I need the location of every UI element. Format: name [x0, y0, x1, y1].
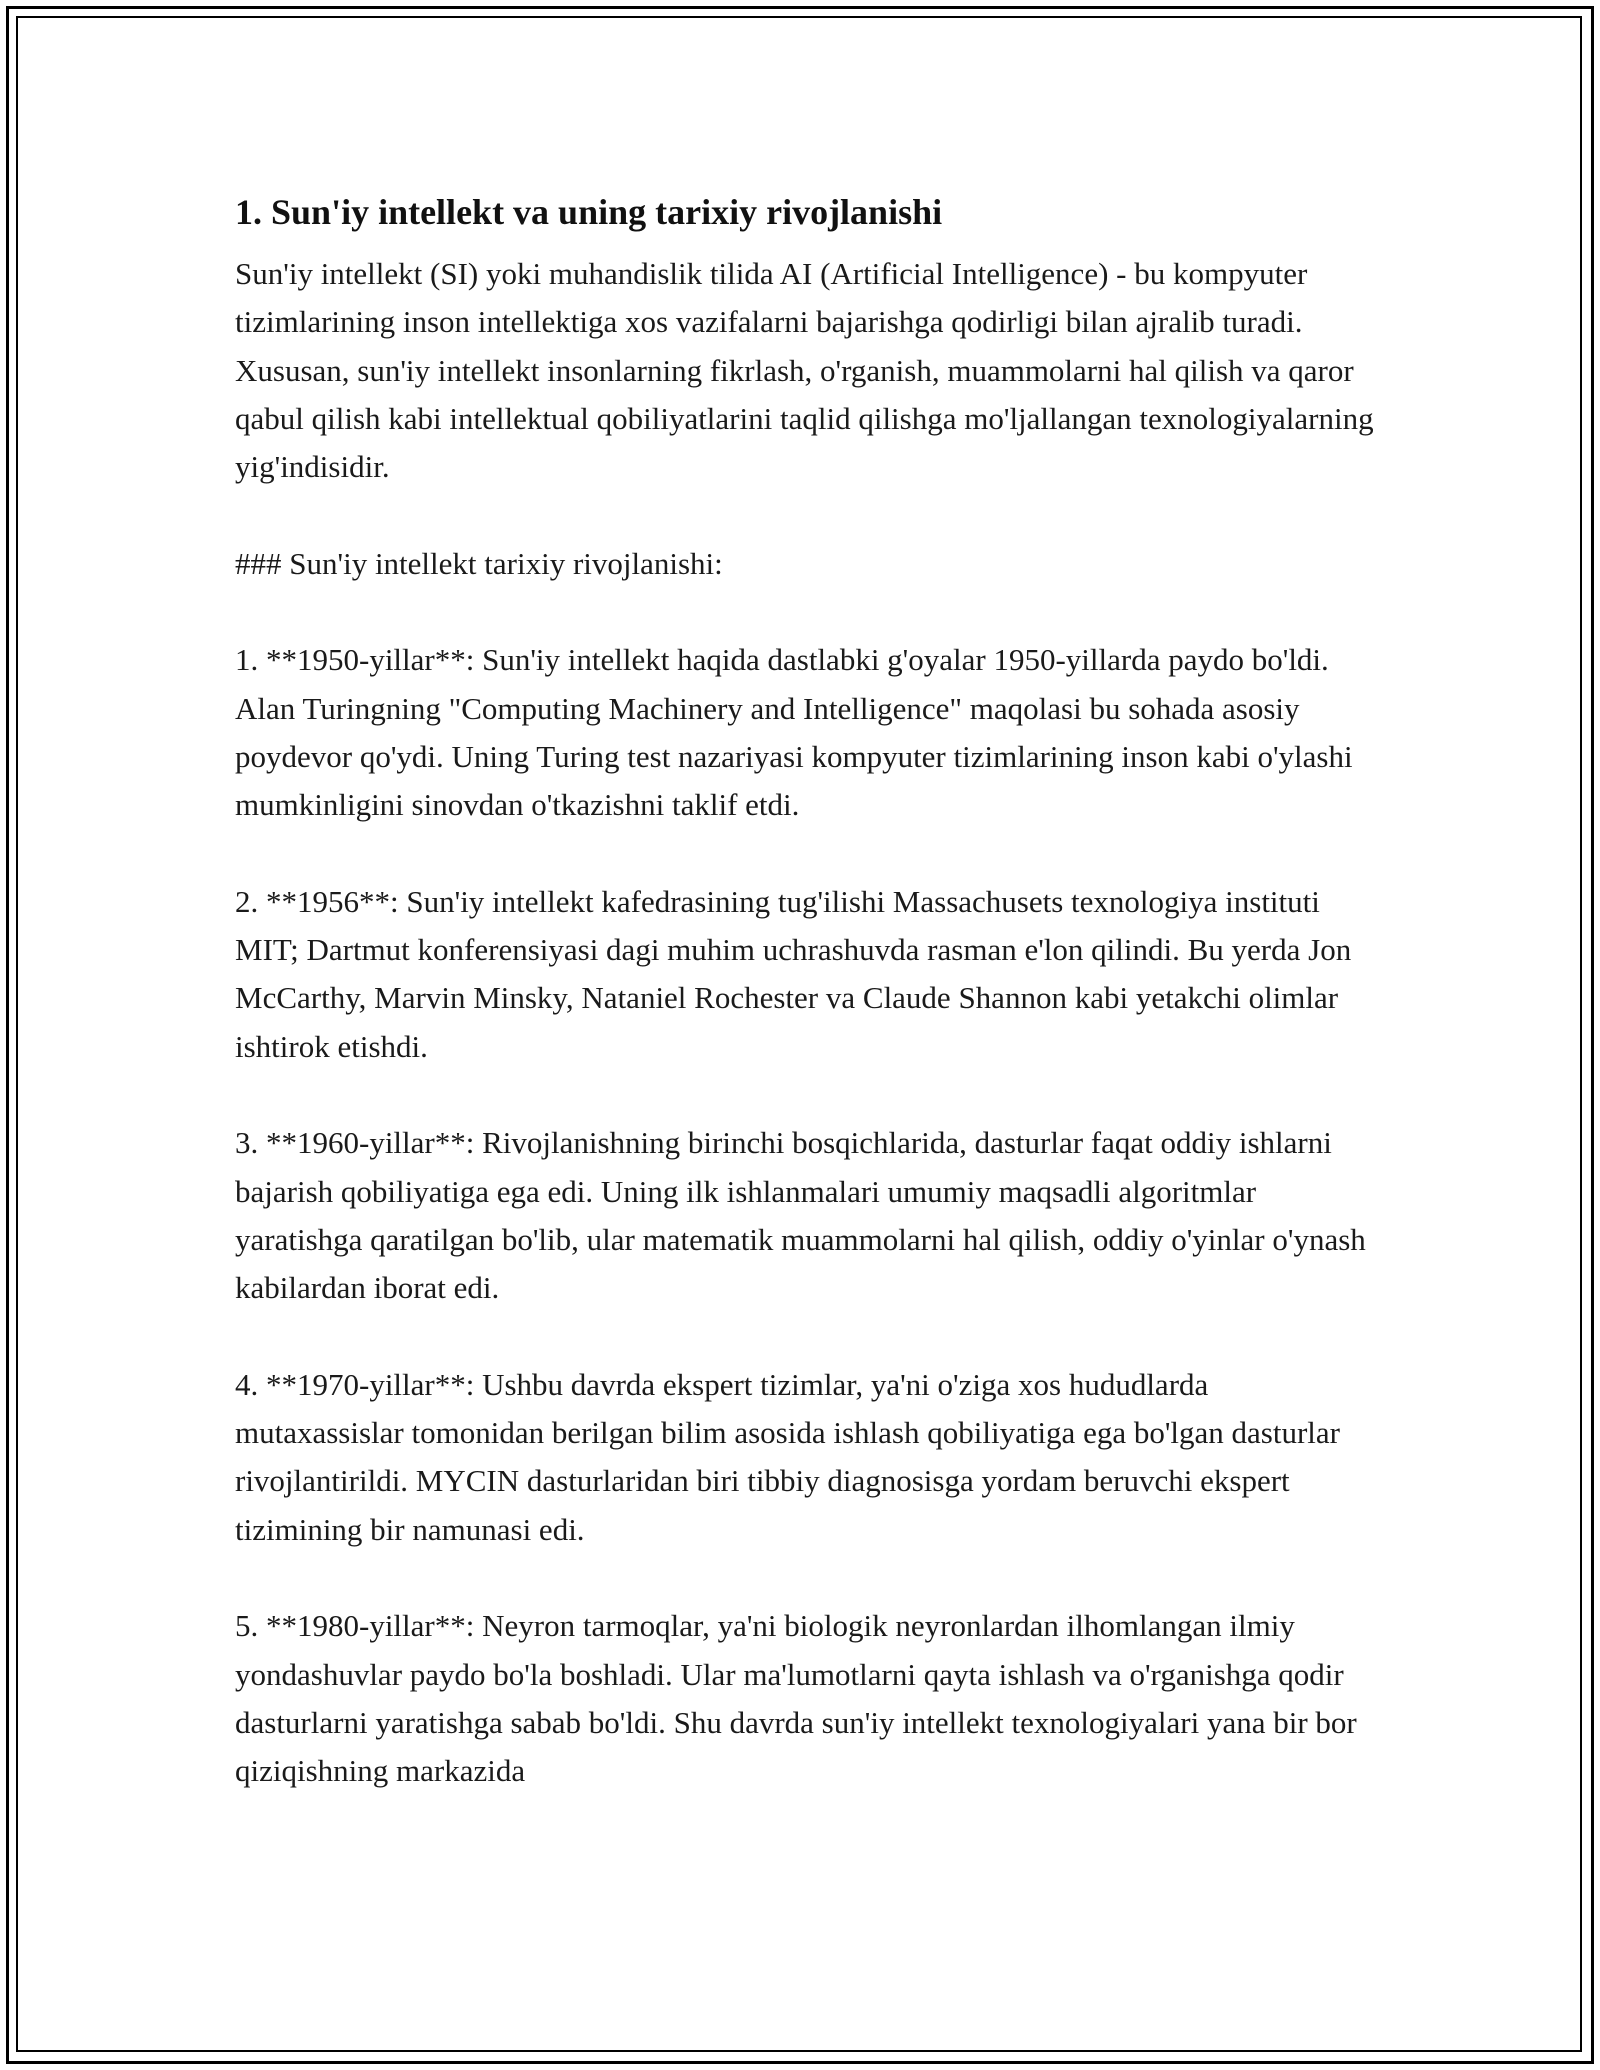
page-title: 1. Sun'iy intellekt va uning tarixiy rivojlanishi	[235, 192, 943, 232]
list-item-1980s: 5. **1980-yillar**: Neyron tarmoqlar, ya'ni biologik neyronlardan ilhomlangan ilmiy yondashuvlar paydo bo'la boshladi. Ular ma'lumotlarni qayta ishlash va o'rganishga qodir dasturlarni yaratishga sabab bo'ldi. Shu davrda sun'iy intellekt texnologiyalari yana bir bor qiziqishning markazida	[235, 1608, 1357, 1789]
section-heading-paragraph: ### Sun'iy intellekt tarixiy rivojlanishi:	[235, 545, 723, 581]
list-item-1970s: 4. **1970-yillar**: Ushbu davrda ekspert tizimlar, ya'ni o'ziga xos hududlarda mutaxassislar tomonidan berilgan bilim asosida ishlash qobiliyatiga ega bo'lgan dasturlar rivojlantirildi. MYCIN dasturlaridan biri tibbiy diagnosisga yordam beruvchi ekspert tizimining bir namunasi edi.	[235, 1366, 1340, 1547]
list-item-1956: 2. **1956**: Sun'iy intellekt kafedrasining tug'ilishi Massachusets texnologiya instituti MIT; Dartmut konferensiyasi dagi muhim uchrashuvda rasman e'lon qilindi. Bu yerda Jon McCarthy, Marvin Minsky, Nataniel Rochester va Claude Shannon kabi yetakchi olimlar ishtirok etishdi.	[235, 883, 1352, 1064]
document-body	[235, 186, 1375, 1844]
list-item-1960s: 3. **1960-yillar**: Rivojlanishning birinchi bosqichlarida, dasturlar faqat oddiy ishlarni bajarish qobiliyatiga ega edi. Uning ilk ishlanmalari umumiy maqsadli algoritmlar yaratishga qaratilgan bo'lib, ular matematik muammolarni hal qilish, oddiy o'yinlar o'ynash kabilardan iborat edi.	[235, 1125, 1366, 1306]
list-item-1950s: 1. **1950-yillar**: Sun'iy intellekt haqida dastlabki g'oyalar 1950-yillarda paydo bo'ldi. Alan Turingning "Computing Machinery and Intelligence" maqolasi bu sohada asosiy poydevor qo'ydi. Uning Turing test nazariyasi kompyuter tizimlarining inson kabi o'ylashi mumkinligini sinovdan o'tkazishni taklif etdi.	[235, 642, 1353, 823]
intro-paragraph: Sun'iy intellekt (SI) yoki muhandislik tilida AI (Artificial Intelligence) - bu kompyuter tizimlarining inson intellektiga xos vazifalarni bajarishga qodirligi bilan ajralib turadi. Xususan, sun'iy intellekt insonlarning fikrlash, o'rganish, muammolarni hal qilish va qaror qabul qilish kabi intellektual qobiliyatlarini taqlid qilishga mo'ljallangan texnologiyalarning yig'indisidir.	[235, 256, 1374, 485]
